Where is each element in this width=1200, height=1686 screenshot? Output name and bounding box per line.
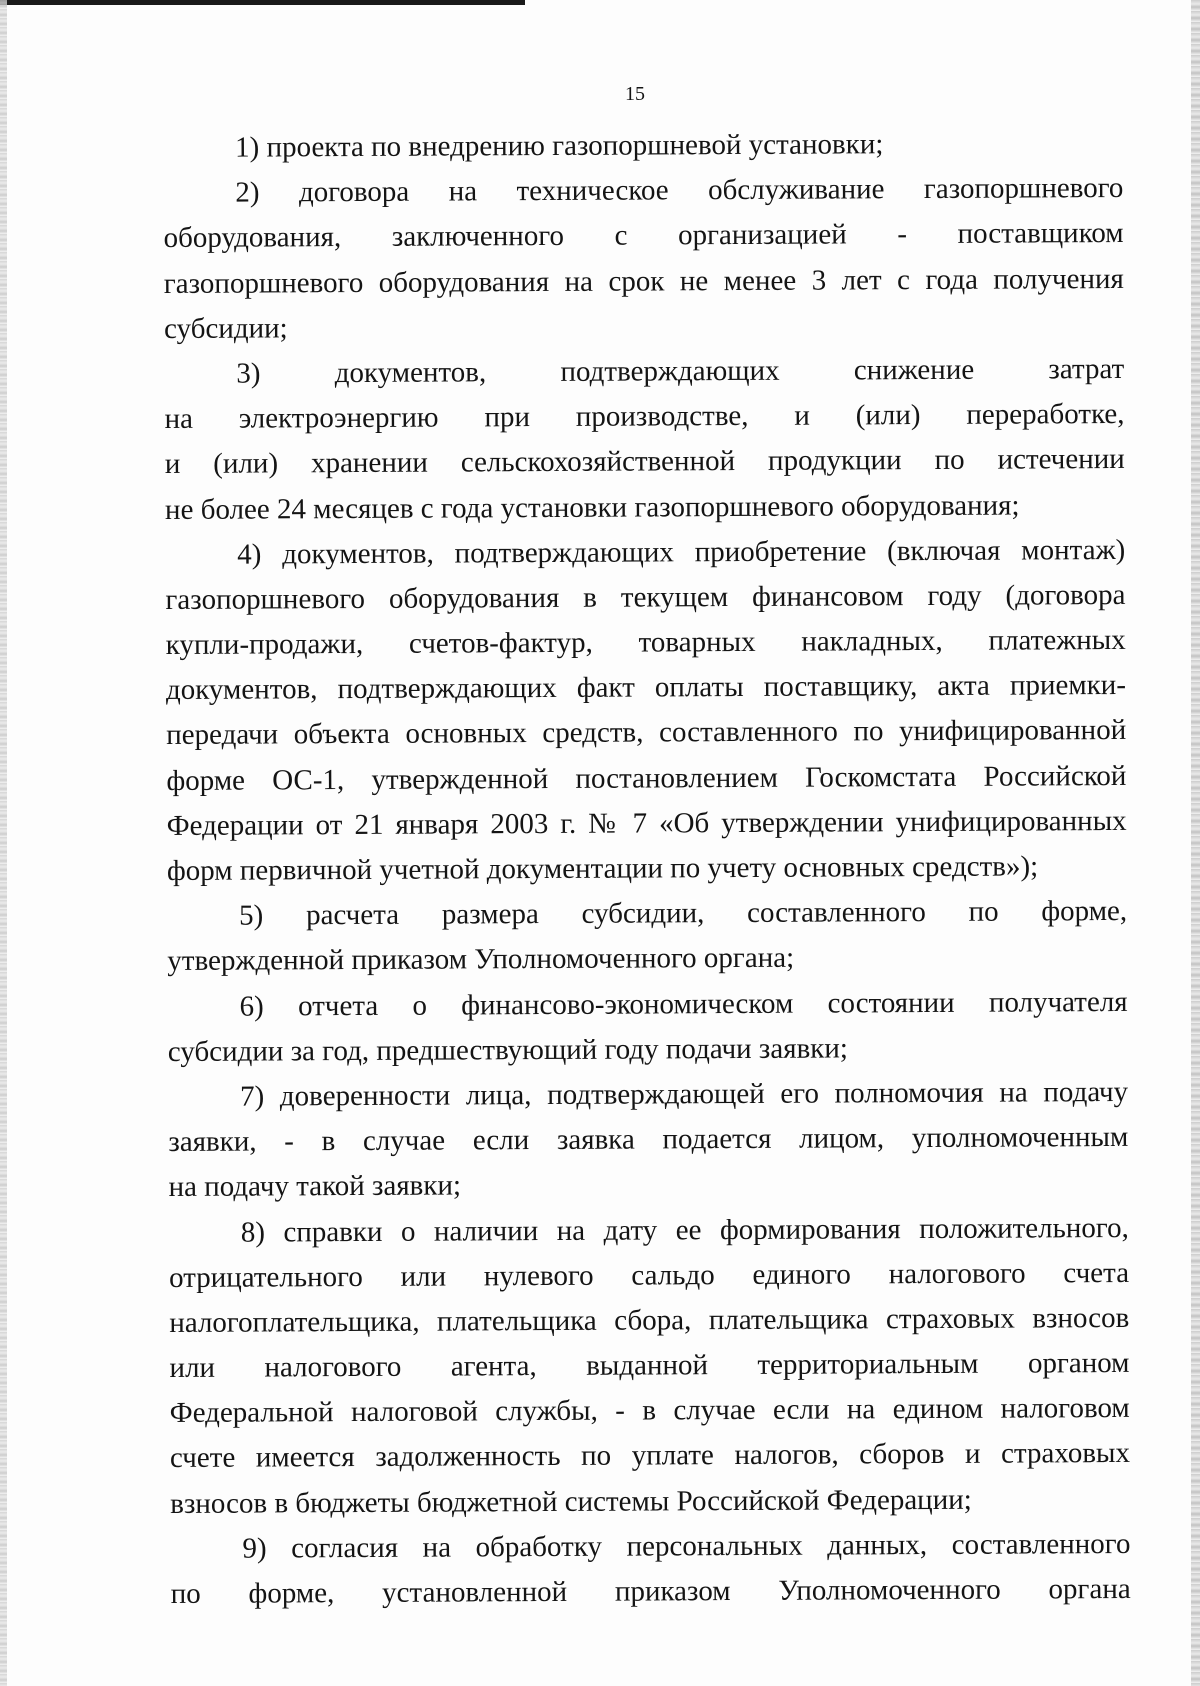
text-line: утвержденной приказом Уполномоченного органа; xyxy=(167,942,795,978)
text-line: форме ОС-1, утвержденной постановлением Госкомстата Российской xyxy=(166,759,1127,797)
text-line: налогоплательщика, плательщика сбора, плательщика страховых взносов xyxy=(169,1301,1130,1339)
text-line: оборудования, заключенного с организацией - поставщиком xyxy=(163,217,1124,255)
text-line: субсидии за год, предшествующий году подачи заявки; xyxy=(167,1032,848,1068)
text-line: взносов в бюджеты бюджетной системы Российской Федерации; xyxy=(170,1483,972,1520)
text-line: Федерации от 21 января 2003 г. № 7 «Об утверждении унифицированных xyxy=(166,804,1127,842)
text-line: документов, подтверждающих факт оплаты поставщику, акта приемки- xyxy=(165,669,1127,707)
text-line: 5) расчета размера субсидии, составленного по форме, xyxy=(239,895,1128,932)
text-line: 1) проекта по внедрению газопоршневой установки; xyxy=(235,128,884,164)
text-line: на электроэнергию при производстве, и (или) переработке, xyxy=(164,398,1125,436)
text-line: 6) отчета о финансово-экономическом состоянии получателя xyxy=(239,985,1128,1023)
text-line: 7) доверенности лица, подтверждающей его полномочия на подачу xyxy=(239,1075,1129,1113)
text-line: газопоршневого оборудования в текущем финансовом году (договора xyxy=(165,578,1126,616)
text-line: 4) документов, подтверждающих приобретение (включая монтаж) xyxy=(237,533,1126,571)
text-line: 2) договора на техническое обслуживание газопоршневого xyxy=(235,172,1124,209)
list-item-8 xyxy=(169,1205,1131,1526)
document-body xyxy=(163,121,1131,1617)
list-item-2 xyxy=(163,166,1124,352)
scan-right-edge xyxy=(1191,0,1200,1686)
text-line: передачи объекта основных средств, составленного по унифицированной xyxy=(166,714,1127,752)
text-line: и (или) хранении сельскохозяйственной продукции по истечении xyxy=(164,443,1125,481)
list-item-7 xyxy=(168,1070,1129,1211)
text-line: по форме, установленной приказом Уполномоченного органа xyxy=(170,1572,1131,1610)
text-line: 9) согласия на обработку персональных данных, составленного xyxy=(242,1527,1131,1565)
text-line: 3) документов, подтверждающих снижение затрат xyxy=(236,352,1125,390)
text-line: субсидии; xyxy=(163,312,288,345)
text-line: Федеральной налоговой службы, - в случае если на едином налоговом xyxy=(169,1392,1130,1430)
text-line: счете имеется задолженность по уплате налогов, сборов и страховых xyxy=(169,1437,1131,1475)
text-line: отрицательного или нулевого сальдо единого налогового счета xyxy=(168,1256,1130,1294)
list-item-6 xyxy=(167,980,1127,1075)
text-line: не более 24 месяцев с года установки газопоршневого оборудования; xyxy=(164,489,1020,526)
list-item-4 xyxy=(165,528,1127,895)
text-line: на подачу такой заявки; xyxy=(168,1169,462,1204)
text-line: форм первичной учетной документации по учету основных средств»); xyxy=(166,850,1039,887)
list-item-1 xyxy=(163,121,1123,171)
scan-left-edge xyxy=(0,0,7,1686)
text-line: 8) справки о наличии на дату ее формирования положительного, xyxy=(240,1211,1129,1249)
list-item-5 xyxy=(167,889,1127,984)
text-line: газопоршневого оборудования на срок не менее 3 лет с года получения xyxy=(163,262,1124,300)
text-line: или налогового агента, выданной территориальным органом xyxy=(169,1347,1130,1385)
text-line: заявки, - в случае если заявка подается лицом, уполномоченным xyxy=(168,1121,1129,1159)
text-line: купли-продажи, счетов-фактур, товарных накладных, платежных xyxy=(165,624,1126,662)
list-item-3 xyxy=(164,347,1125,533)
scan-top-border xyxy=(0,0,525,5)
list-item-9 xyxy=(170,1522,1130,1617)
page-number: 15 xyxy=(625,83,645,105)
